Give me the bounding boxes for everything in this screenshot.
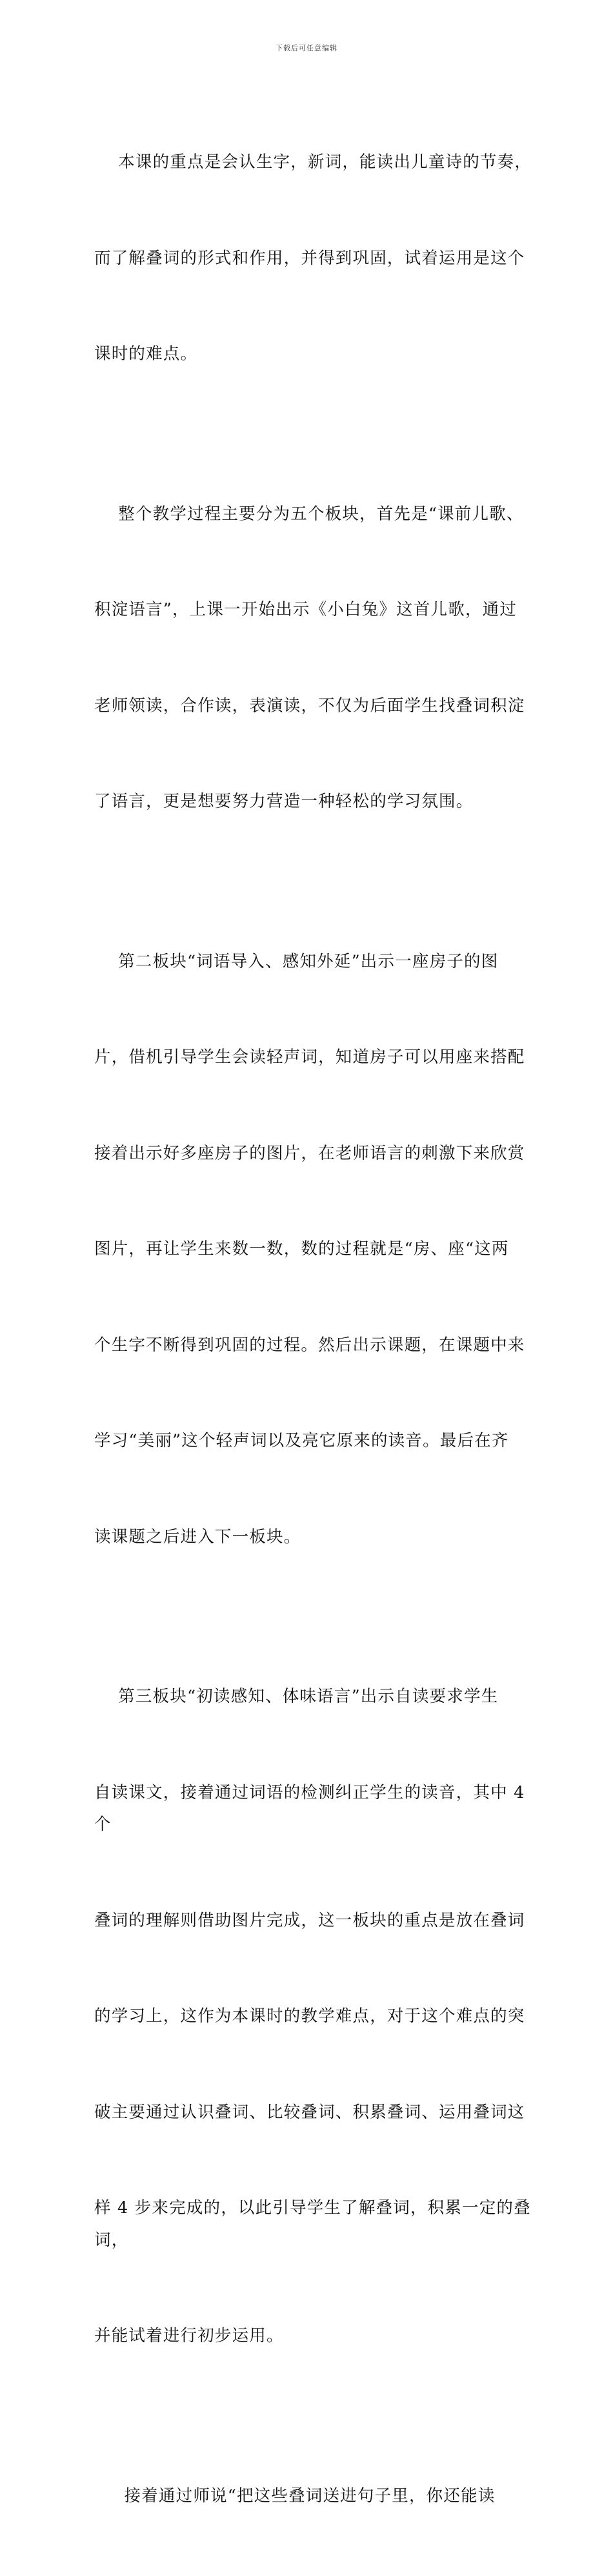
text-line: 课时的难点。 [94, 338, 539, 371]
text-line: 样 4 步来完成的，以此引导学生了解叠词，积累一定的叠词， [94, 2192, 539, 2256]
text-line: 积淀语言”，上课一开始出示《小白兔》这首儿歌，通过 [94, 594, 539, 626]
text-line: 的学习上，这作为本课时的教学难点，对于这个难点的突 [94, 2001, 539, 2033]
text-line: 接着出示好多座房子的图片，在老师语言的刺激下来欣赏 [94, 1138, 539, 1170]
text-line: 第二板块“词语导入、感知外延”出示一座房子的图 [94, 946, 539, 978]
text-line: 读课题之后进入下一板块。 [94, 1521, 539, 1554]
text-line: 接着通过师说“把这些叠词送进句子里，你还能读 [94, 2480, 539, 2513]
paragraph-section-three [94, 1617, 539, 2416]
text-line: 了语言，更是想要努力营造一种轻松的学习氛围。 [94, 786, 539, 818]
text-line: 老师领读，合作读，表演读，不仅为后面学生找叠词积淀 [94, 690, 539, 723]
paragraph-continuation [94, 2416, 539, 2576]
page-header: 下载后可任意编辑 [0, 43, 613, 53]
document-body [94, 83, 539, 2576]
text-line: 图片，再让学生来数一数，数的过程就是“房、座“这两 [94, 1233, 539, 1266]
text-line: 并能试着进行初步运用。 [94, 2320, 539, 2353]
paragraph-section-two [94, 882, 539, 1618]
text-line: 破主要通过认识叠词、比较叠词、积累叠词、运用叠词这 [94, 2097, 539, 2129]
text-line: 片，借机引导学生会读轻声词，知道房子可以用座来搭配 [94, 1042, 539, 1074]
text-line: 整个教学过程主要分为五个板块，首先是“课前儿歌、 [94, 499, 539, 531]
text-line: 学习“美丽”这个轻声词以及亮它原来的读音。最后在齐 [94, 1425, 539, 1458]
paragraph-focus [94, 83, 539, 435]
text-line: 叠词的理解则借助图片完成，这一板块的重点是放在叠词 [94, 1905, 539, 1937]
text-line: 而了解叠词的形式和作用，并得到巩固，试着运用是这个 [94, 243, 539, 275]
text-line: 本课的重点是会认生字，新词，能读出儿童诗的节奏， [94, 147, 539, 179]
text-line: 第三板块“初读感知、体味语言”出示自读要求学生 [94, 1681, 539, 1713]
text-line: 个生字不断得到巩固的过程。然后出示课题，在课题中来 [94, 1330, 539, 1362]
text-line: 自读课文，接着通过词语的检测纠正学生的读音，其中 4 个 [94, 1777, 539, 1841]
paragraph-overview [94, 435, 539, 882]
